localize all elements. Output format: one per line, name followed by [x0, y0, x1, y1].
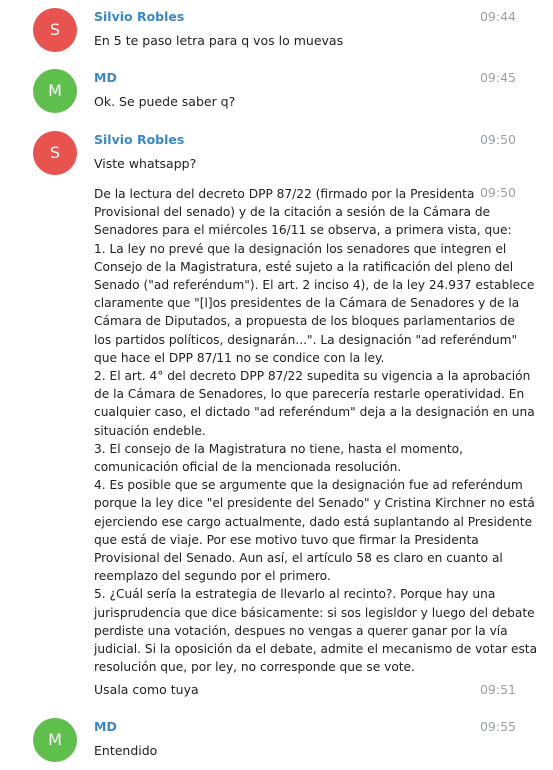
sender-name[interactable]: Silvio Robles: [94, 132, 185, 147]
avatar[interactable]: M: [33, 69, 77, 113]
sender-name[interactable]: MD: [94, 70, 117, 85]
sender-name[interactable]: Silvio Robles: [94, 9, 185, 24]
message-line: los partidos políticos, designarán...". La designación "ad referéndum": [94, 332, 518, 347]
message-line: claramente que "[l]os presidentes de la Cámara de Senadores y de la: [94, 296, 520, 311]
message-time: 09:45: [479, 70, 516, 85]
message-time: 09:55: [479, 719, 516, 734]
message-line: porque la ley dice "el presidente del Senado" y Cristina Kirchner no está: [94, 496, 535, 511]
message-line: 1. La ley no prevé que la designación los senadores que integren el: [94, 241, 507, 256]
message-line: 4. Es posible que se argumente que la designación fue ad referéndum: [94, 478, 523, 493]
message-text: En 5 te paso letra para q vos lo muevas: [94, 33, 344, 48]
avatar[interactable]: S: [33, 8, 77, 52]
message-line: comunicación oficial de la mencionada resolución.: [94, 460, 402, 475]
message-line: ejerciendo ese cargo actualmente, dado está suplantando al Presidente: [94, 514, 533, 529]
message-line: que está de viaje. Por ese motivo tuvo que firmar la Presidenta: [94, 532, 479, 547]
message-line: 5. ¿Cuál sería la estrategia de llevarlo al recinto?. Porque hay una: [94, 587, 496, 602]
avatar[interactable]: S: [33, 131, 77, 175]
message-line: Senado ("ad referéndum"). El art. 2 inciso 4), de la ley 24.937 establece: [94, 278, 535, 293]
message-line: jurisprudencia que dice básicamente: si sos legisldor y luego del debate: [94, 605, 535, 620]
message-line: cualquier caso, el dictado "ad referéndum" deja a la designación en una: [94, 405, 535, 420]
message-line: Provisional del Senado. Aun así, el artículo 58 es claro en cuanto al: [94, 551, 503, 566]
message-time: 09:50: [479, 132, 516, 147]
message-line: De la lectura del decreto DPP 87/22 (firmado por la Presidenta: [94, 187, 475, 201]
message-line: de la Cámara de Senadores, lo que parecería restarle operatividad. En: [94, 387, 525, 402]
message-time: 09:51: [479, 682, 516, 697]
message-text-long: [94, 185, 538, 676]
message-line: resolución que, por ley, no corresponde que se vote.: [94, 660, 415, 675]
message-text: Ok. Se puede saber q?: [94, 94, 236, 109]
message-line: 2. El art. 4° del decreto DPP 87/22 supedita su vigencia a la aprobación: [94, 369, 531, 384]
message-line: perdiste una votación, despues no vengas a querer ganar por la vía: [94, 623, 508, 638]
message-line: judicial. Si la oposición da el debate, admite el mecanismo de votar esta: [94, 642, 538, 657]
message-line: 3. El consejo de la Magistratura no tiene, hasta el momento,: [94, 441, 463, 456]
message-line: Provisional del senado) y de la citación a sesión de la Cámara de: [94, 205, 491, 220]
avatar[interactable]: M: [33, 718, 77, 762]
message-line: Consejo de la Magistratura, esté sujeto a la ratificación del pleno del: [94, 259, 514, 274]
message-line: reemplazo del segundo por el primero.: [94, 569, 331, 584]
message-line: Cámara de Diputados, a propuesta de los bloques parlamentarios de: [94, 314, 515, 329]
message-text: Viste whatsapp?: [94, 156, 197, 171]
message-line: Senadores para el miércoles 16/11 se observa, a primera vista, que:: [94, 223, 512, 238]
message-line: situación endeble.: [94, 423, 206, 438]
sender-name[interactable]: MD: [94, 719, 117, 734]
message-text: Usala como tuya: [94, 682, 199, 697]
message-text: Entendido: [94, 743, 158, 758]
message-line: que hace el DPP 87/11 no se condice con la ley.: [94, 350, 385, 365]
message-time: 09:44: [479, 9, 516, 24]
message-time: 09:50: [479, 185, 516, 200]
